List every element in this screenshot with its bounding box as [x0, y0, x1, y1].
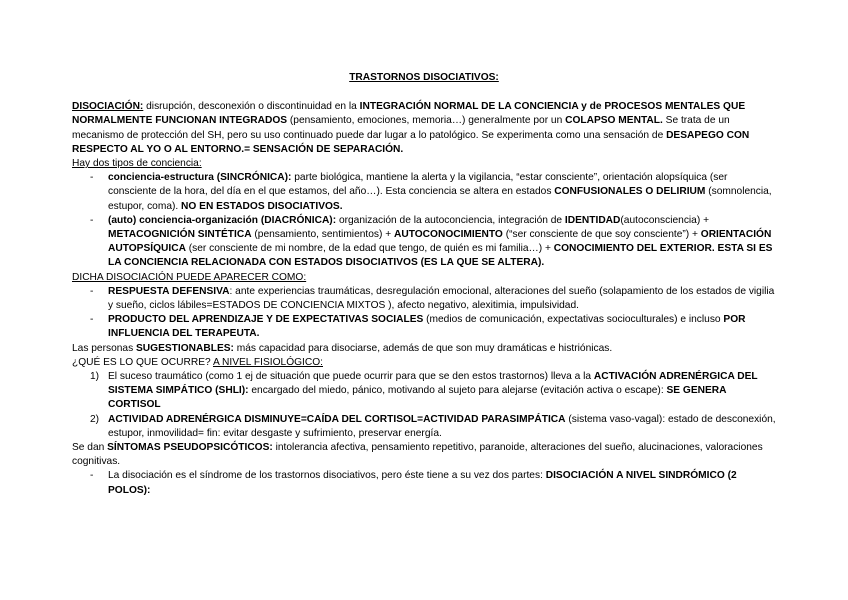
- heading-what-occurs: ¿QUÉ ES LO QUE OCURRE? A NIVEL FISIOLÓGICO:: [72, 356, 323, 368]
- bullet-marker: -: [90, 285, 94, 297]
- numbered-item-2: 2) ACTIVIDAD ADRENÉRGICA DISMINUYE=CAÍDA DEL CORTISOL=ACTIVIDAD PARASIMPÁTICA (sistema vaso-vagal): estado de desconexión, estupor, inmovilidad= fin: evitar desgaste y sufrimiento, preservar energía.: [90, 413, 776, 439]
- list-item-diachronic: - (auto) conciencia-organización (DIACRÓNICA): organización de la autoconciencia, integración de IDENTIDAD(autoconsciencia) + METACOGNICIÓN SINTÉTICA (pensamiento, sentimientos) + AUTOCONOCIMIENTO (“ser consciente de que soy consciente”) + ORIENTACIÓN AUTOPSÍQUICA (ser consciente de mi nombre, de la edad que tengo, de quién es mi familia…) + CONOCIMIENTO DEL EXTERIOR. ESTA SI ES LA CONCIENCIA RELACIONADA CON ESTADOS DISOCIATIVOS (ES LA QUE SE ALTERA).: [90, 214, 773, 269]
- document-body: [72, 71, 776, 498]
- bullet-marker: -: [90, 314, 94, 326]
- list-item-defensive-response: - RESPUESTA DEFENSIVA: ante experiencias traumáticas, desregulación emocional, alteraciones del sueño (solapamiento de los estados de vigilia y sueño, ciclos lábiles=ESTADOS DE CONCIENCIA MIXTOS ), afecto negativo, alexitimia, impulsividad.: [90, 285, 775, 312]
- heading-dissociation-appears: DICHA DISOCIACIÓN PUEDE APARECER COMO:: [72, 271, 307, 283]
- document-title: TRASTORNOS DISOCIATIVOS:: [349, 72, 499, 83]
- paragraph-dissociation-definition: DISOCIACIÓN: disrupción, desconexión o discontinuidad en la INTEGRACIÓN NORMAL DE LA CONCIENCIA y de PROCESOS MENTALES QUE NORMALMENTE FUNCIONAN INTEGRADOS (pensamiento, emociones, memoria…) generalmente por un COLAPSO MENTAL. Se trata de un mecanismo de protección del SH, pero su uso continuado puede dar lugar a lo patológico. Se experimenta como una sensación de DESAPEGO CON RESPECTO AL YO O AL ENTORNO.= SENSACIÓN DE SEPARACIÓN.: [72, 101, 750, 155]
- list-item-learning-product: - PRODUCTO DEL APRENDIZAJE Y DE EXPECTATIVAS SOCIALES (medios de comunicación, expectativas socioculturales) e incluso POR INFLUENCIA DEL TERAPEUTA.: [90, 314, 746, 340]
- bullet-marker: -: [90, 214, 94, 226]
- paragraph-suggestible: Las personas SUGESTIONABLES: más capacidad para disociarse, además de que son muy dramáticas e histriónicas.: [72, 342, 613, 354]
- bullet-marker: -: [90, 172, 94, 184]
- list-item-synchronic: - conciencia-estructura (SINCRÓNICA): parte biológica, mantiene la alerta y la vigilancia, “estar consciente”, orientación alopsíquica (ser consciente de la hora, del día en el que estamos, del año…). Esta conciencia se altera en estados CONFUSIONALES O DELIRIUM (somnolencia, estupor, coma). NO EN ESTADOS DISOCIATIVOS.: [90, 172, 772, 212]
- paragraph-symptoms: Se dan SÍNTOMAS PSEUDOPSICÓTICOS: intolerancia afectiva, pensamiento repetitivo, paranoide, alteraciones del sueño, alucinaciones, valoraciones cognitivas.: [72, 442, 763, 468]
- heading-consciousness-types: Hay dos tipos de conciencia:: [72, 158, 202, 170]
- bullet-marker: -: [90, 470, 94, 482]
- number-marker: 1): [90, 371, 100, 383]
- number-marker: 2): [90, 413, 100, 425]
- list-item-syndrome: - La disociación es el síndrome de los trastornos disociativos, pero éste tiene a su vez dos partes: DISOCIACIÓN A NIVEL SINDRÓMICO (2 POLOS):: [90, 470, 737, 496]
- numbered-item-1: 1) El suceso traumático (como 1 ej de situación que puede ocurrir para que se den estos trastornos) lleva a la ACTIVACIÓN ADRENÉRGICA DEL SISTEMA SIMPÁTICO (SHLI): encargado del miedo, pánico, motivando al sujeto para alejarse (evitación activa o escape): SE GENERA CORTISOL: [90, 371, 758, 411]
- term-dissociation: DISOCIACIÓN:: [72, 101, 144, 113]
